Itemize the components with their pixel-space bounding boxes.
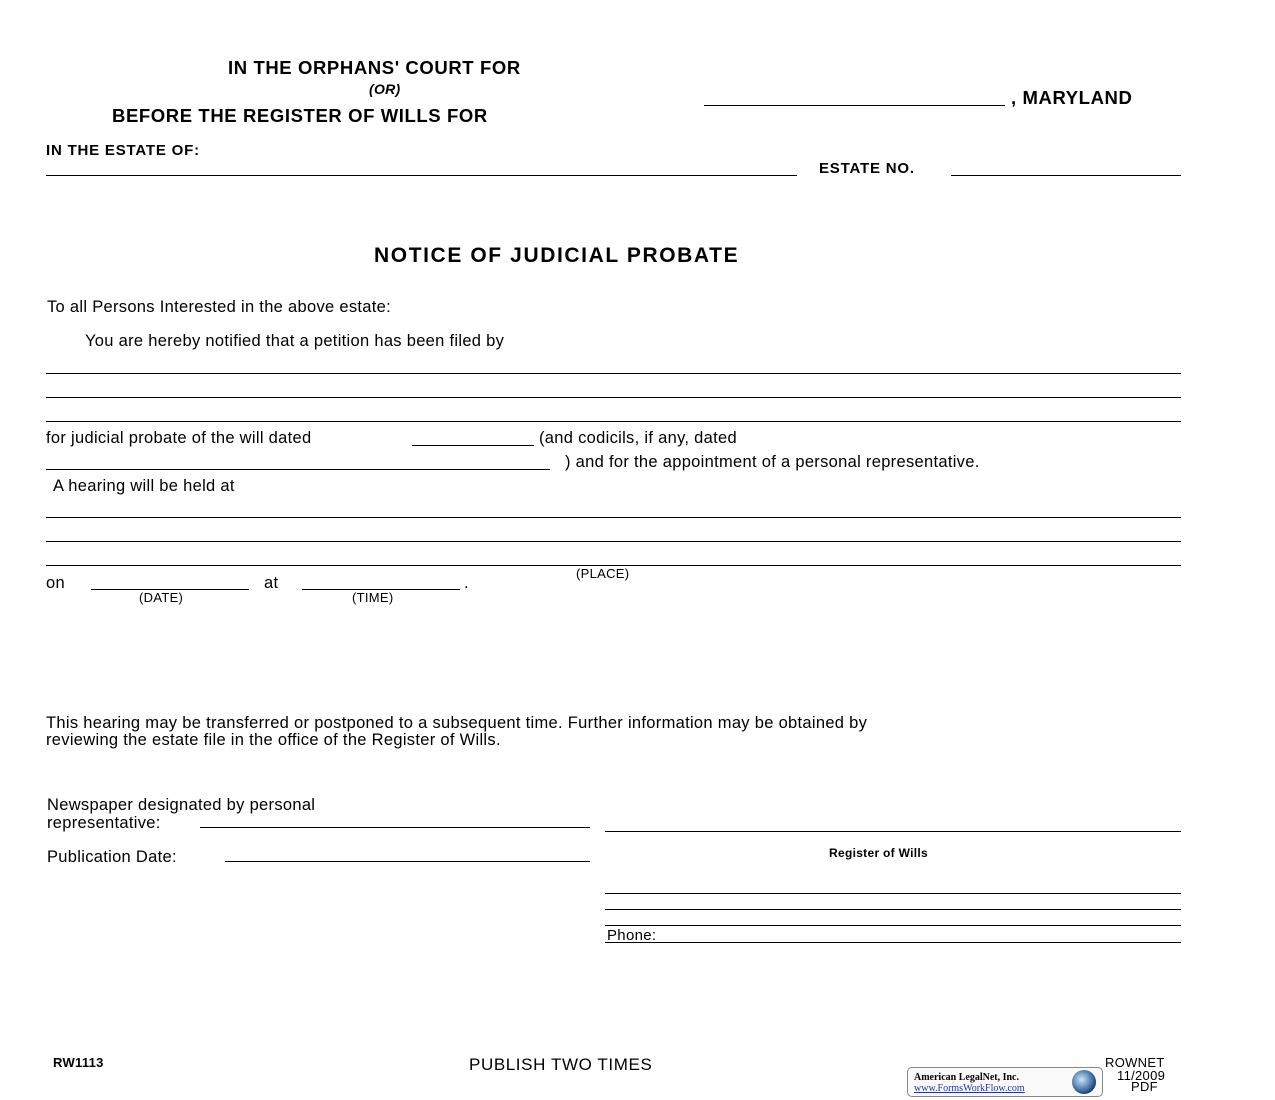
register-signature-field[interactable]: [605, 831, 1181, 832]
court-heading: IN THE ORPHANS' COURT FOR: [228, 57, 521, 78]
american-legalnet-logo: [907, 1067, 1103, 1097]
date-label: (DATE): [139, 590, 184, 605]
estate-of-label: IN THE ESTATE OF:: [46, 142, 200, 159]
period: .: [464, 574, 469, 592]
petitioner-line-1[interactable]: [46, 373, 1181, 374]
document-title: NOTICE OF JUDICIAL PROBATE: [374, 244, 740, 267]
address-line-2[interactable]: [605, 909, 1181, 910]
newspaper-label-2: representative:: [47, 814, 161, 832]
logo-name: American LegalNet, Inc.: [914, 1072, 1019, 1083]
transfer-text-2: reviewing the estate file in the office of the Register of Wills.: [46, 731, 501, 749]
hearing-text: A hearing will be held at: [53, 477, 235, 495]
publish-note: PUBLISH TWO TIMES: [469, 1055, 653, 1074]
petitioner-line-3[interactable]: [46, 421, 1181, 422]
at-text: at: [264, 574, 279, 592]
place-line-1[interactable]: [46, 517, 1181, 518]
form-id: RW1113: [53, 1055, 104, 1070]
county-field[interactable]: [704, 105, 1005, 106]
place-label: (PLACE): [576, 566, 630, 581]
estate-name-field[interactable]: [46, 175, 797, 176]
address-line-3[interactable]: [605, 925, 1181, 926]
address-line-1[interactable]: [605, 893, 1181, 894]
estate-no-field[interactable]: [951, 175, 1181, 176]
appointment-text: ) and for the appointment of a personal representative.: [565, 453, 980, 471]
phone-field[interactable]: [605, 942, 1181, 943]
newspaper-field[interactable]: [200, 827, 590, 828]
state-label: , MARYLAND: [1011, 87, 1133, 108]
publication-date-label: Publication Date:: [47, 848, 177, 866]
time-label: (TIME): [352, 590, 394, 605]
on-text: on: [46, 574, 65, 592]
codicils-text: (and codicils, if any, dated: [539, 429, 737, 447]
register-heading: BEFORE THE REGISTER OF WILLS FOR: [112, 105, 488, 126]
petitioner-line-2[interactable]: [46, 397, 1181, 398]
phone-label: Phone:: [607, 927, 657, 944]
salutation: To all Persons Interested in the above estate:: [47, 298, 392, 316]
rownet-label: ROWNET: [1105, 1055, 1165, 1070]
or-label: (OR): [369, 81, 401, 97]
revision-date: 11/2009: [1117, 1068, 1166, 1083]
publication-date-field[interactable]: [225, 861, 590, 862]
newspaper-label-1: Newspaper designated by personal: [47, 796, 316, 814]
globe-icon: [1072, 1070, 1096, 1094]
notified-text: You are hereby notified that a petition has been filed by: [85, 332, 505, 350]
will-date-field[interactable]: [412, 445, 534, 446]
register-of-wills-label: Register of Wills: [829, 846, 929, 860]
logo-url[interactable]: www.FormsWorkFlow.com: [914, 1083, 1025, 1094]
estate-no-label: ESTATE NO.: [819, 160, 915, 177]
place-line-2[interactable]: [46, 541, 1181, 542]
codicil-date-field[interactable]: [46, 469, 550, 470]
pdf-label: PDF: [1131, 1079, 1158, 1094]
transfer-text-1: This hearing may be transferred or postponed to a subsequent time. Further information may be obtained by: [46, 714, 868, 732]
probate-text: for judicial probate of the will dated: [46, 429, 312, 447]
